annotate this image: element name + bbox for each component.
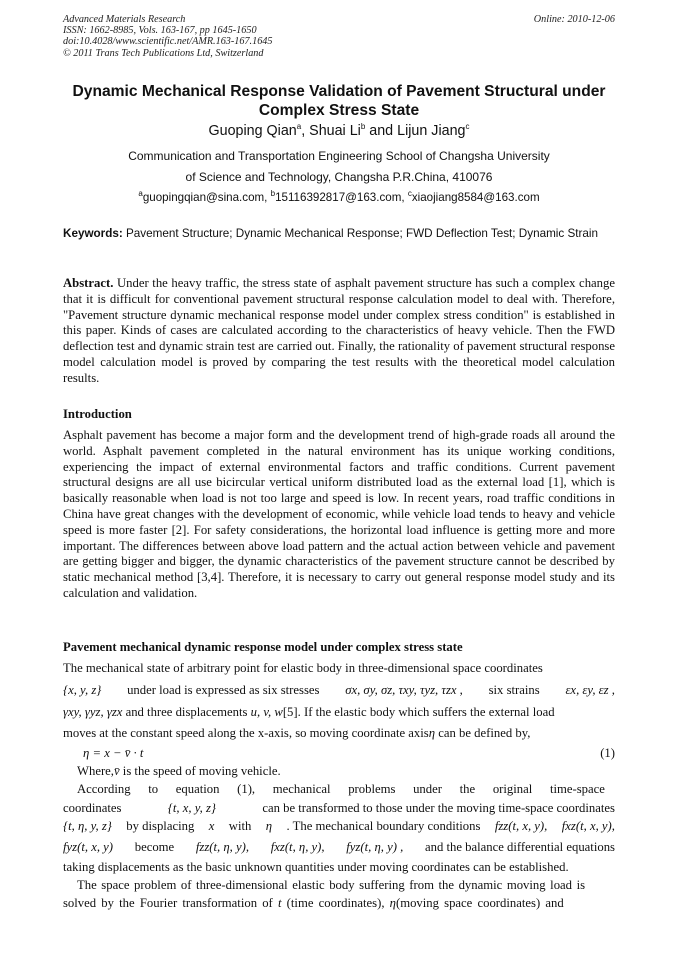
t-symbol: t (277, 896, 282, 910)
line-8-text-a: by displacing (126, 819, 195, 833)
displacement-symbols: u, v, w (250, 705, 283, 719)
line-3-text-a: and three displacements (122, 705, 251, 719)
eta-symbol-3: η (389, 896, 396, 910)
line-9-text-a: become (134, 840, 175, 854)
section-line-6: According to equation (1), mechanical problems under the original time-space (77, 782, 605, 796)
line-8-text-b: with (228, 819, 252, 833)
line-12-text-a: solved by the Fourier transformation of (63, 896, 278, 910)
author-list (40, 123, 638, 139)
speed-symbol: v̄ (113, 764, 120, 778)
author-1: Guoping Qian (208, 123, 297, 139)
paper-title (40, 82, 638, 120)
keywords-text: Pavement Structure; Dynamic Mechanical Response; FWD Deflection Test; Dynamic Strain (122, 227, 599, 240)
line-7-text-a: coordinates (63, 801, 122, 815)
boundary-fzz: fzz(t, x, y), (494, 819, 548, 833)
author-2-mark: b (360, 122, 366, 132)
section-line-10: taking displacements as the basic unknown quantities under moving coordinates can be established. (63, 860, 569, 874)
title-line-1: Dynamic Mechanical Response Validation of Pavement Structural under (72, 83, 606, 100)
moving-fzz: fzz(t, η, y), (195, 840, 250, 854)
line-9-text-b: and the balance differential equations (424, 840, 615, 854)
email-3-mark: c (407, 189, 412, 199)
section-line-where (63, 763, 615, 779)
email-list (40, 191, 638, 204)
shear-strain-symbols: γxy, γyz, γzx (63, 705, 123, 719)
journal-name: Advanced Materials Research (63, 14, 186, 25)
abstract-text: Under the heavy traffic, the stress state of asphalt pavement structure has such a complex change that it is difficult for conventional pavement structural response calculation model to deal with. Therefore, "Pavement structure dynamic mechanical response model under complex stress condition" is established in this paper. Kinds of cases are calculated according to the characteristics of heavy vehicle. Then the FWD deflection test and dynamic strain test are carried out. Finally, the rationality of pavement structural response model calculation model is proved by comparing the test results with the theoretical model calculation results. (63, 276, 615, 385)
affiliation-line-2: of Science and Technology, Changsha P.R.China, 410076 (185, 170, 493, 184)
keywords (63, 227, 615, 241)
line-3-text-b: [5]. If the elastic body which suffers the external load (282, 705, 555, 719)
email-1-mark: a (138, 189, 143, 199)
keywords-label: Keywords: (63, 227, 123, 240)
section-heading: Pavement mechanical dynamic response model under complex stress state (63, 640, 463, 654)
line-4-text-a: moves at the constant speed along the x-axis, so moving coordinate axis (63, 726, 429, 740)
section-line-3 (63, 704, 615, 720)
copyright-line: © 2011 Trans Tech Publications Ltd, Switzerland (63, 47, 264, 59)
title-line-2: Complex Stress State (258, 102, 420, 119)
section-line-9 (63, 839, 615, 855)
author-3-mark: c (465, 122, 470, 132)
intro-paragraph: Asphalt pavement has become a major form and the development trend of high-grade roads all around the world. Asphalt pavement completed in the natural environment has its unique working conditions, experiencing the impact of external environmental factors and traffic conditions. Current pavement structural designs are all use bicircular vertical uniform distributed load as the external load [1], which is basically reasonable when load is not too large and speed is low. In recent years, road traffic conditions in China have great changes with the development of economic, while vehicle load tends to heavy and vehicle speed is more faster [2]. For safety considerations, the horizontal load influence is getting more and more important. The differences between above load pattern and the actual action between vehicle and pavement are getting bigger and bigger, the dynamic characteristics of the pavement structure cannot be described by static mechanical method [3,4]. Therefore, it is necessary to carry out general response model study and its calculation and validation. (63, 428, 615, 600)
line-4-text-b: can be defined by, (435, 726, 531, 740)
section-line-11: The space problem of three-dimensional elastic body suffering from the dynamic moving load is (77, 878, 586, 892)
moving-coords: {t, η, y, z} (63, 819, 112, 833)
equation-number: (1) (600, 746, 615, 760)
line-12-text-b: (time coordinates), (281, 896, 390, 910)
abstract (63, 276, 615, 387)
stress-symbols: σx, σy, σz, τxy, τyz, τzx , (345, 683, 463, 697)
line-2-text-b: six strains (488, 683, 540, 697)
line-2-text-a: under load is expressed as six stresses (127, 683, 320, 697)
where-text-a: Where, (77, 764, 114, 778)
section-line-12 (63, 895, 615, 911)
online-date: Online: 2010-12-06 (533, 14, 615, 25)
eta-symbol-2: η (265, 819, 273, 833)
equation-1: η = x − v̄ · t (83, 746, 144, 760)
abstract-label: Abstract. (63, 276, 114, 290)
line-12-text-c: (moving space coordinates) and (395, 896, 564, 910)
equation-1-row (63, 745, 615, 761)
section-line-7 (63, 800, 615, 816)
email-1: guopingqian@sina.com, (142, 191, 271, 204)
section-line-8 (63, 818, 615, 834)
section-line-2 (63, 682, 615, 698)
coords-xyz: {x, y, z} (63, 683, 102, 697)
moving-fxz: fxz(t, η, y), (270, 840, 325, 854)
author-sep: , (301, 123, 306, 139)
author-3: Lijun Jiang (397, 123, 466, 139)
author-2: Shuai Li (309, 123, 361, 139)
email-2-mark: b (270, 189, 276, 199)
affiliation-line-1: Communication and Transportation Engineering School of Changsha University (128, 149, 550, 163)
boundary-fxz: fxz(t, x, y), (561, 819, 615, 833)
email-2: 15116392817@163.com, (275, 191, 408, 204)
line-7-text-b: can be transformed to those under the moving time-space coordinates (262, 801, 615, 815)
line-8-text-c: . The mechanical boundary conditions (286, 819, 481, 833)
eta-symbol: η (428, 726, 436, 740)
intro-heading: Introduction (63, 407, 132, 421)
original-coords: {t, x, y, z} (167, 801, 217, 815)
author-and: and (369, 123, 394, 139)
email-3: xiaojiang8584@163.com (411, 191, 540, 204)
where-text-b: is the speed of moving vehicle. (119, 764, 281, 778)
x-symbol: x (208, 819, 215, 833)
journal-header (63, 14, 615, 59)
strain-symbols: εx, εy, εz , (565, 683, 615, 697)
doi-line: doi:10.4028/www.scientific.net/AMR.163-167.1645 (63, 36, 273, 48)
boundary-fyz: fyz(t, x, y) (63, 840, 114, 854)
author-1-mark: a (296, 122, 302, 132)
section-line-4 (63, 725, 615, 741)
section-line-1: The mechanical state of arbitrary point for elastic body in three-dimensional space coordinates (63, 661, 543, 675)
moving-fyz: fyz(t, η, y) , (346, 840, 404, 854)
issn-line: ISSN: 1662-8985, Vols. 163-167, pp 1645-1650 (63, 25, 257, 37)
